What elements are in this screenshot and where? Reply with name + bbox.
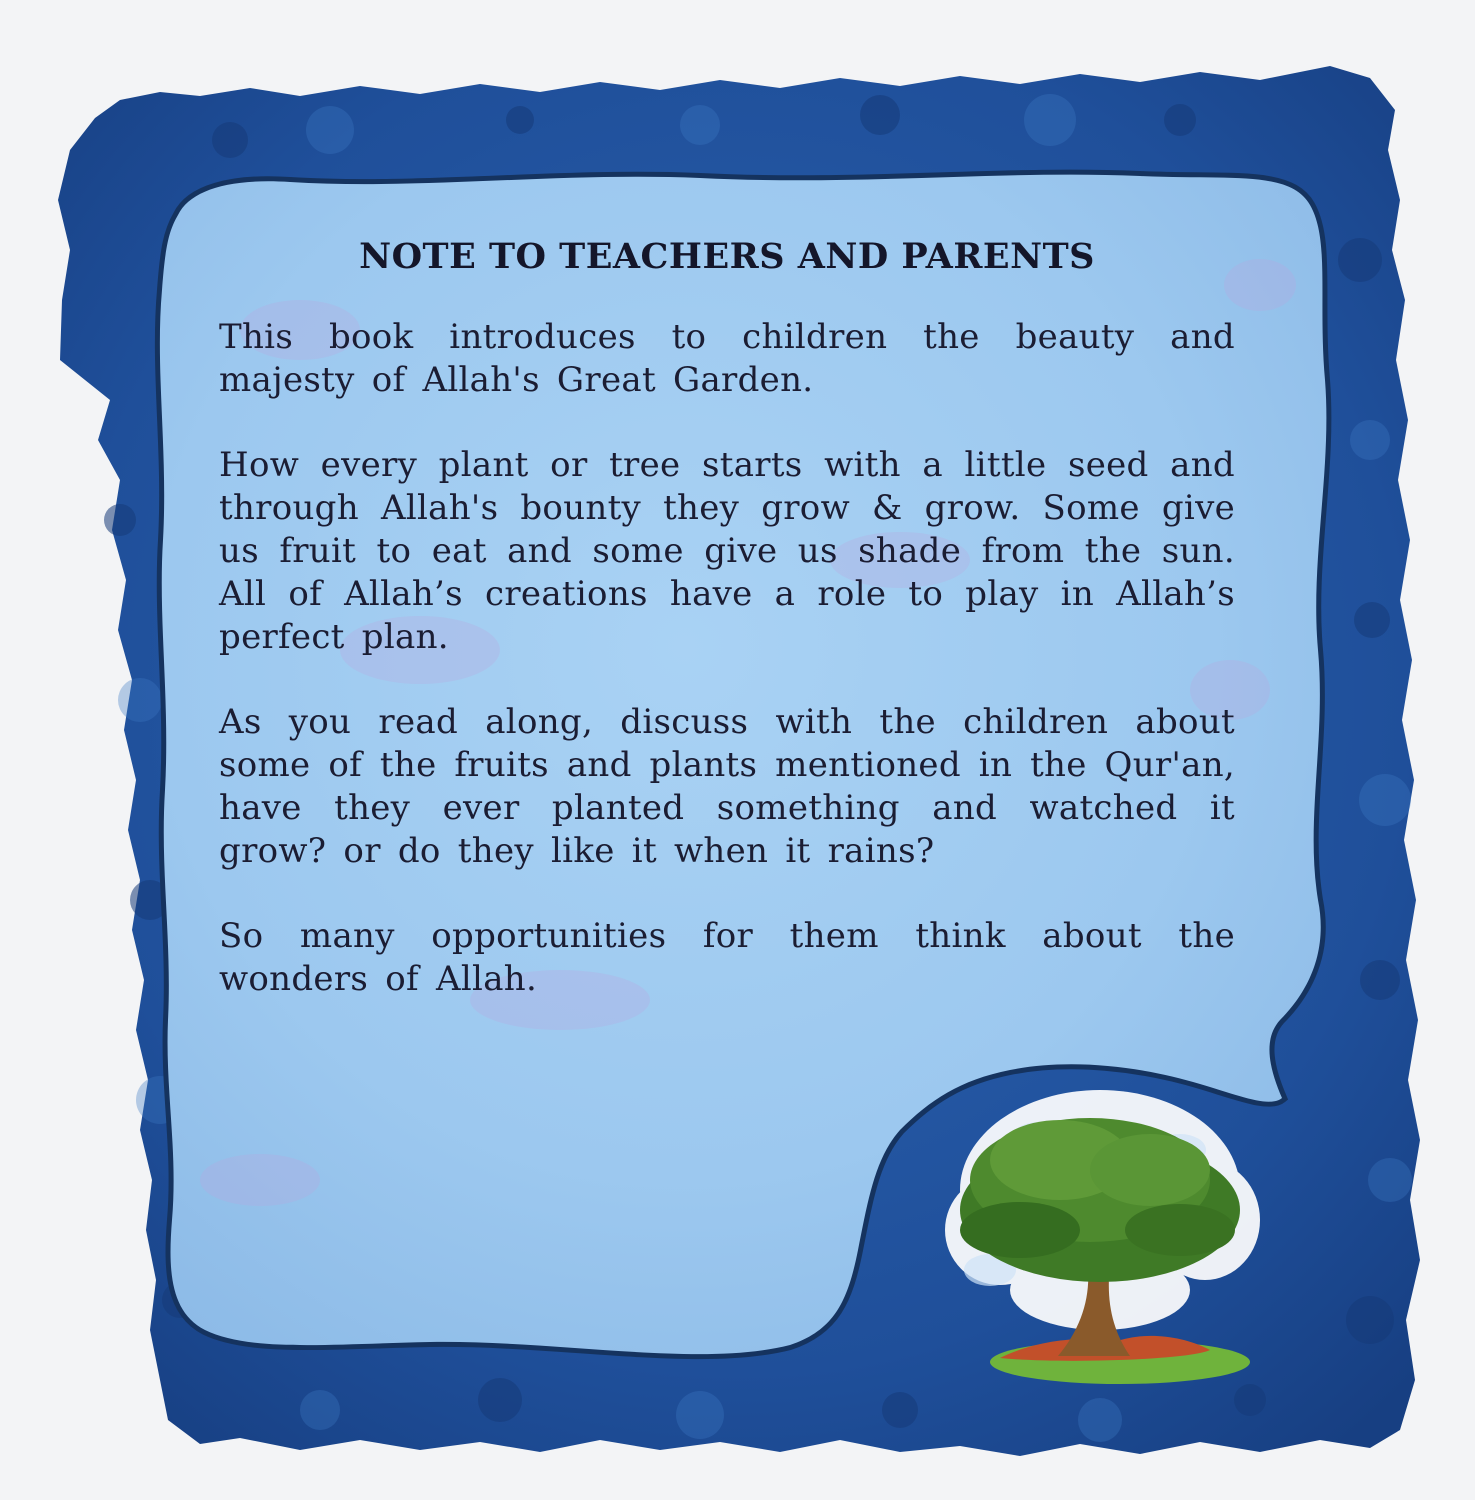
note-paragraph: As you read along, discuss with the children about some of the fruits and plants mentioned in the Qur'an, have they ever planted something and watched it grow? or do they like it when it rains?: [219, 702, 1235, 871]
note-paragraph: This book introduces to children the beauty and majesty of Allah's Great Garden.: [219, 317, 1235, 400]
note-paragraph: So many opportunities for them think about the wonders of Allah.: [219, 916, 1235, 999]
tree-icon: [940, 1080, 1260, 1390]
note-body: [219, 316, 1235, 1043]
note-title: NOTE TO TEACHERS AND PARENTS: [359, 236, 1095, 277]
note-paragraph: How every plant or tree starts with a little seed and through Allah's bounty they grow & grow. Some give us fruit to eat and some give us shade from the sun. All of Allah’s creations have a role to play in Allah’s perfect plan.: [219, 445, 1235, 657]
